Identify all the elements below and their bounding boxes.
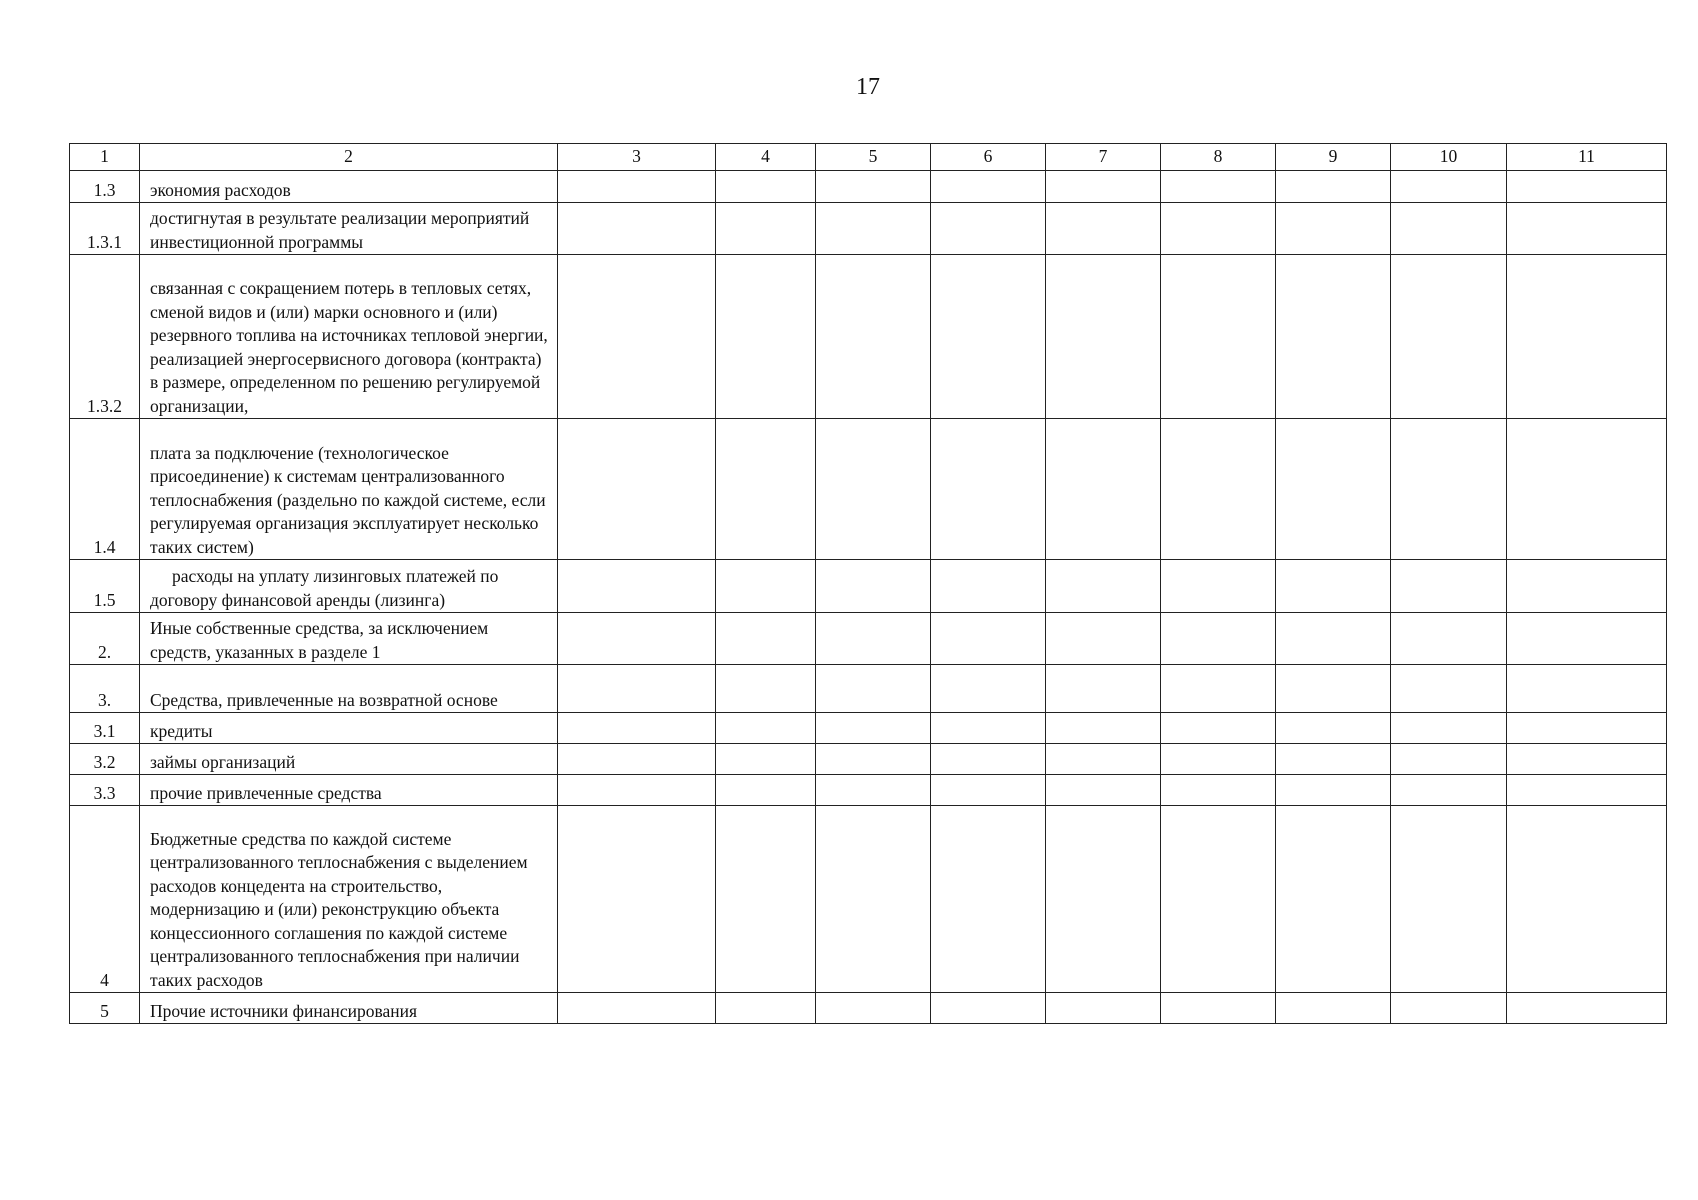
row-number: 3.2 bbox=[70, 744, 140, 775]
row-number: 1.3 bbox=[70, 171, 140, 203]
table-cell bbox=[1391, 744, 1507, 775]
table-row bbox=[70, 255, 1667, 419]
table-row bbox=[70, 775, 1667, 806]
row-description: достигнутая в результате реализации мероприятий инвестиционной программы bbox=[140, 203, 558, 255]
table-cell bbox=[1507, 665, 1667, 713]
table-cell bbox=[816, 775, 931, 806]
table-cell bbox=[1507, 255, 1667, 419]
table-cell bbox=[716, 613, 816, 665]
table-cell bbox=[558, 993, 716, 1024]
row-number: 2. bbox=[70, 613, 140, 665]
column-header: 5 bbox=[816, 144, 931, 171]
table-cell bbox=[1046, 993, 1161, 1024]
column-header: 3 bbox=[558, 144, 716, 171]
financing-table bbox=[69, 143, 1667, 1024]
table-cell bbox=[931, 665, 1046, 713]
table-cell bbox=[1046, 255, 1161, 419]
table-cell bbox=[1391, 171, 1507, 203]
table-row bbox=[70, 171, 1667, 203]
table-cell bbox=[1276, 203, 1391, 255]
table-cell bbox=[1391, 993, 1507, 1024]
table-cell bbox=[716, 203, 816, 255]
table-cell bbox=[716, 665, 816, 713]
table-cell bbox=[1046, 775, 1161, 806]
table-cell bbox=[1276, 665, 1391, 713]
table-cell bbox=[931, 171, 1046, 203]
table-cell bbox=[1046, 744, 1161, 775]
table-row bbox=[70, 560, 1667, 613]
table-cell bbox=[558, 419, 716, 560]
table-cell bbox=[931, 744, 1046, 775]
table-cell bbox=[1391, 203, 1507, 255]
table-cell bbox=[1391, 775, 1507, 806]
table-row bbox=[70, 806, 1667, 993]
table-cell bbox=[1161, 255, 1276, 419]
row-description: Прочие источники финансирования bbox=[140, 993, 558, 1024]
table-cell bbox=[931, 560, 1046, 613]
row-number: 5 bbox=[70, 993, 140, 1024]
table-cell bbox=[931, 713, 1046, 744]
table-cell bbox=[816, 744, 931, 775]
table-cell bbox=[558, 806, 716, 993]
row-description: займы организаций bbox=[140, 744, 558, 775]
table-cell bbox=[816, 713, 931, 744]
column-header: 8 bbox=[1161, 144, 1276, 171]
table-cell bbox=[716, 560, 816, 613]
table-cell bbox=[1161, 665, 1276, 713]
table-row bbox=[70, 744, 1667, 775]
table-cell bbox=[1276, 613, 1391, 665]
table-cell bbox=[1507, 775, 1667, 806]
table-cell bbox=[816, 613, 931, 665]
table-cell bbox=[1276, 775, 1391, 806]
table-cell bbox=[558, 255, 716, 419]
table-cell bbox=[1507, 744, 1667, 775]
column-header: 1 bbox=[70, 144, 140, 171]
table-cell bbox=[1161, 419, 1276, 560]
table-cell bbox=[1161, 806, 1276, 993]
row-description: Бюджетные средства по каждой системе централизованного теплоснабжения с выделением расходов концедента на строительство, модернизацию и (или) реконструкцию объекта концессионного соглашения по каждой системе централизованного теплоснабжения при наличии таких расходов bbox=[140, 806, 558, 993]
column-header: 7 bbox=[1046, 144, 1161, 171]
table-cell bbox=[1161, 775, 1276, 806]
row-number: 3.1 bbox=[70, 713, 140, 744]
row-number: 3.3 bbox=[70, 775, 140, 806]
row-number: 1.4 bbox=[70, 419, 140, 560]
table-cell bbox=[1507, 560, 1667, 613]
row-description: экономия расходов bbox=[140, 171, 558, 203]
table-cell bbox=[931, 419, 1046, 560]
table-cell bbox=[1276, 993, 1391, 1024]
table-cell bbox=[931, 255, 1046, 419]
row-description: расходы на уплату лизинговых платежей по договору финансовой аренды (лизинга) bbox=[140, 560, 558, 613]
table-cell bbox=[931, 203, 1046, 255]
table-cell bbox=[931, 806, 1046, 993]
table-row bbox=[70, 613, 1667, 665]
table-cell bbox=[716, 806, 816, 993]
table-cell bbox=[931, 613, 1046, 665]
table-cell bbox=[716, 171, 816, 203]
table-cell bbox=[1507, 419, 1667, 560]
table-cell bbox=[1391, 255, 1507, 419]
table-cell bbox=[816, 806, 931, 993]
table-cell bbox=[1046, 419, 1161, 560]
table-cell bbox=[1161, 744, 1276, 775]
table-cell bbox=[1276, 560, 1391, 613]
table-cell bbox=[1391, 419, 1507, 560]
table-cell bbox=[558, 613, 716, 665]
row-description: кредиты bbox=[140, 713, 558, 744]
table-cell bbox=[1276, 806, 1391, 993]
table-cell bbox=[816, 993, 931, 1024]
table-cell bbox=[1276, 255, 1391, 419]
table-row bbox=[70, 993, 1667, 1024]
row-description: плата за подключение (технологическое присоединение) к системам централизованного теплоснабжения (раздельно по каждой системе, если регулируемая организация эксплуатирует несколько таких систем) bbox=[140, 419, 558, 560]
row-description: Средства, привлеченные на возвратной основе bbox=[140, 665, 558, 713]
table-row bbox=[70, 419, 1667, 560]
table-cell bbox=[1046, 560, 1161, 613]
page-number: 17 bbox=[856, 74, 880, 100]
table-cell bbox=[1161, 560, 1276, 613]
table-cell bbox=[1391, 613, 1507, 665]
table-cell bbox=[1161, 171, 1276, 203]
table-cell bbox=[816, 171, 931, 203]
table-header-row bbox=[70, 144, 1667, 171]
table-cell bbox=[1046, 713, 1161, 744]
column-header: 10 bbox=[1391, 144, 1507, 171]
table-row bbox=[70, 665, 1667, 713]
table-cell bbox=[558, 744, 716, 775]
table-cell bbox=[716, 419, 816, 560]
table-cell bbox=[1276, 419, 1391, 560]
table-cell bbox=[1507, 806, 1667, 993]
table-row bbox=[70, 203, 1667, 255]
table-cell bbox=[558, 665, 716, 713]
table-cell bbox=[1391, 665, 1507, 713]
table-cell bbox=[558, 171, 716, 203]
table-cell bbox=[1046, 665, 1161, 713]
table-cell bbox=[1507, 713, 1667, 744]
table-cell bbox=[1161, 713, 1276, 744]
table-cell bbox=[716, 255, 816, 419]
column-header: 6 bbox=[931, 144, 1046, 171]
table-cell bbox=[558, 713, 716, 744]
table-cell bbox=[1046, 806, 1161, 993]
table-cell bbox=[1507, 203, 1667, 255]
table-cell bbox=[1046, 613, 1161, 665]
table-cell bbox=[931, 993, 1046, 1024]
table-cell bbox=[816, 560, 931, 613]
table-cell bbox=[1161, 993, 1276, 1024]
table-cell bbox=[1161, 613, 1276, 665]
table-cell bbox=[1161, 203, 1276, 255]
row-number: 4 bbox=[70, 806, 140, 993]
table-cell bbox=[1046, 203, 1161, 255]
row-description: прочие привлеченные средства bbox=[140, 775, 558, 806]
row-number: 3. bbox=[70, 665, 140, 713]
row-number: 1.3.1 bbox=[70, 203, 140, 255]
table-cell bbox=[716, 993, 816, 1024]
table-cell bbox=[1391, 806, 1507, 993]
row-description: связанная с сокращением потерь в тепловых сетях, сменой видов и (или) марки основного и (или) резервного топлива на источниках тепловой энергии, реализацией энергосервисного договора (контракта) в размере, определенном по решению регулируемой организации, bbox=[140, 255, 558, 419]
table-cell bbox=[1507, 993, 1667, 1024]
table-cell bbox=[558, 203, 716, 255]
table-cell bbox=[1507, 171, 1667, 203]
table-cell bbox=[1276, 744, 1391, 775]
table-cell bbox=[1391, 713, 1507, 744]
table-cell bbox=[931, 775, 1046, 806]
column-header: 2 bbox=[140, 144, 558, 171]
table-cell bbox=[816, 665, 931, 713]
table-cell bbox=[558, 560, 716, 613]
column-header: 11 bbox=[1507, 144, 1667, 171]
table-cell bbox=[716, 713, 816, 744]
table-cell bbox=[1391, 560, 1507, 613]
table-row bbox=[70, 713, 1667, 744]
row-number: 1.5 bbox=[70, 560, 140, 613]
table-cell bbox=[816, 255, 931, 419]
column-header: 4 bbox=[716, 144, 816, 171]
table-cell bbox=[716, 744, 816, 775]
table-cell bbox=[1276, 713, 1391, 744]
row-description: Иные собственные средства, за исключением средств, указанных в разделе 1 bbox=[140, 613, 558, 665]
table-cell bbox=[816, 203, 931, 255]
table-cell bbox=[1276, 171, 1391, 203]
row-number: 1.3.2 bbox=[70, 255, 140, 419]
column-header: 9 bbox=[1276, 144, 1391, 171]
table-cell bbox=[1046, 171, 1161, 203]
table-cell bbox=[716, 775, 816, 806]
table-cell bbox=[816, 419, 931, 560]
table-cell bbox=[558, 775, 716, 806]
table-cell bbox=[1507, 613, 1667, 665]
